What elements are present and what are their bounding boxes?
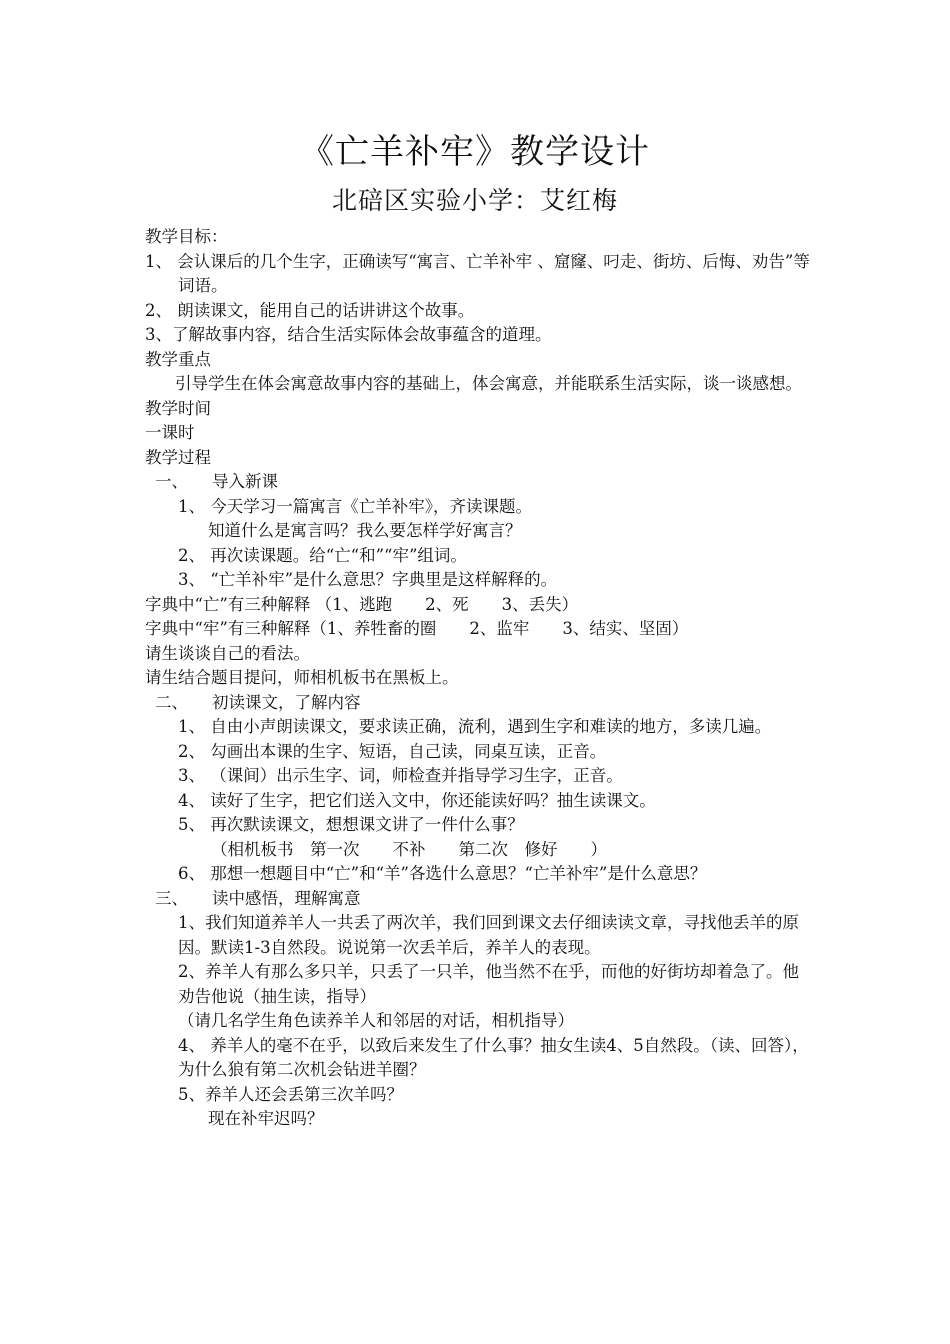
s1-step-3: 3、 “亡羊补牢”是什么意思？字典里是这样解释的。 — [178, 570, 558, 589]
s3-step-2: 2、养羊人有那么多只羊，只丢了一只羊，他当然不在乎，而他的好街坊却着急了。他劝告他说（抽生读，指导） — [178, 962, 799, 1006]
s1-talk: 请生谈谈自己的看法。 — [145, 643, 310, 663]
section-2-title: 初读课文，了解内容 — [212, 692, 361, 712]
s2-step-4: 4、 读好了生字，把它们送入文中，你还能读好吗？抽生读课文。 — [178, 790, 656, 810]
s2-step-6: 6、 那想一想题目中“亡”和“羊”各选什么意思？“亡羊补牢”是什么意思？ — [178, 864, 707, 883]
time-heading: 教学时间 — [145, 398, 211, 418]
s1-step-2: 2、 再次读课题。给“亡“和”“牢”组词。 — [178, 545, 467, 565]
s3-step-5: 5、养羊人还会丢第三次羊吗？ — [178, 1084, 403, 1104]
s1-step-1-cont: 知道什么是寓言吗？我么要怎样学好寓言？ — [208, 521, 522, 540]
objective-item-1: 1、 会认课后的几个生字，正确读写“寓言、亡羊补牢 、窟窿、叼走、街坊、后悔、劝告”等词语。 — [145, 251, 810, 295]
keypoint-heading: 教学重点 — [145, 349, 211, 369]
section-2-label: 二、 — [155, 692, 188, 712]
s2-board-note: （相机板书 第一次 不补 第二次 修好 ） — [211, 839, 607, 859]
process-heading: 教学过程 — [145, 447, 211, 467]
s3-step-5-cont: 现在补牢迟吗？ — [208, 1109, 324, 1128]
objectives-heading: 教学目标： — [145, 227, 228, 246]
s2-step-1: 1、 自由小声朗读课文，要求读正确，流利，遇到生字和难读的地方，多读几遍。 — [178, 717, 772, 736]
section-2-heading — [145, 691, 810, 716]
s2-step-2: 2、 勾画出本课的生字、短语，自己读，同桌互读，正音。 — [178, 741, 607, 761]
keypoint-text: 引导学生在体会寓意故事内容的基础上，体会寓意，并能联系生活实际，谈一谈感想。 — [175, 374, 802, 393]
s2-step-5: 5、 再次默读课文，想想课文讲了一件什么事？ — [178, 815, 524, 834]
objective-item-2: 2、 朗读课文，能用自己的话讲讲这个故事。 — [145, 300, 475, 320]
s1-ask: 请生结合题目提问，师相机板书在黑板上。 — [145, 668, 459, 687]
document-body — [145, 225, 810, 1132]
objective-item-3: 3、了解故事内容，结合生活实际体会故事蕴含的道理。 — [145, 325, 552, 344]
author-line: 北碚区实验小学：艾红梅 — [331, 186, 618, 215]
s2-step-3: 3、 （课间）出示生字、词，师检查并指导学习生字，正音。 — [178, 766, 623, 785]
section-1-heading — [145, 470, 810, 495]
section-3-heading — [145, 887, 810, 912]
s3-step-2-role: （请几名学生角色读养羊人和邻居的对话，相机指导） — [178, 1011, 574, 1030]
section-3-title: 读中感悟，理解寓意 — [212, 888, 361, 908]
document-title: 《亡羊补牢》教学设计 — [300, 132, 650, 172]
section-3-label: 三、 — [155, 888, 188, 908]
section-1-label: 一、 — [155, 472, 188, 491]
section-1-title: 导入新课 — [212, 472, 278, 491]
dict-lao: 字典中“牢”有三种解释（1、养牲畜的圈 2、监牢 3、结实、坚固） — [145, 619, 689, 638]
dict-wang: 字典中“亡”有三种解释 （1、逃跑 2、死 3、丢失） — [145, 594, 579, 614]
s3-step-4: 4、 养羊人的毫不在乎，以致后来发生了什么事？抽女生读4、5自然段。（读、回答），为什么狼有第二次机会钻进羊圈？ — [178, 1035, 809, 1079]
s3-step-1: 1、我们知道养羊人一共丢了两次羊，我们回到课文去仔细读读文章，寻找他丢羊的原因。默读1-3自然段。说说第一次丢羊后，养羊人的表现。 — [178, 913, 799, 957]
s1-step-1: 1、 今天学习一篇寓言《亡羊补牢》，齐读课题。 — [178, 496, 532, 516]
time-value: 一课时 — [145, 423, 195, 442]
